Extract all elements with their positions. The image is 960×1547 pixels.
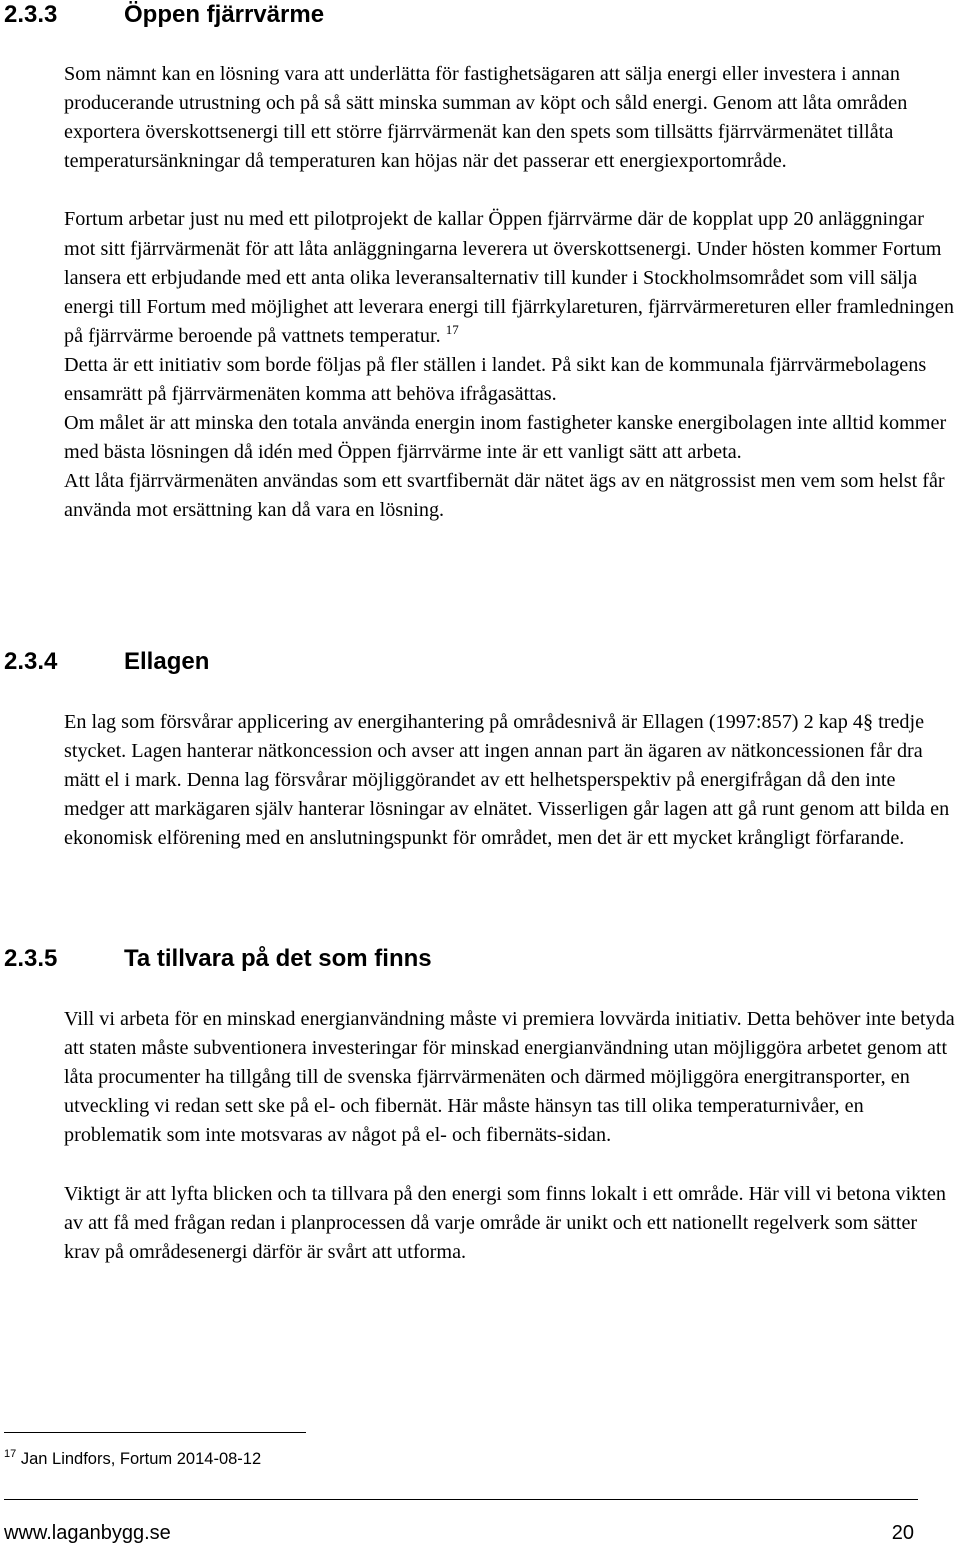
paragraph: Att låta fjärrvärmenäten användas som ett svartfibernät där nätet ägs av en nätgrossist men vem som helst får använda mot ersättning kan då vara en lösning. xyxy=(64,470,945,522)
section-body-2-3-5 xyxy=(64,1005,956,1267)
section-body-2-3-4 xyxy=(64,708,956,853)
paragraph xyxy=(64,205,956,350)
section-title: Ellagen xyxy=(124,648,210,675)
paragraph: En lag som försvårar applicering av energihantering på områdesnivå är Ellagen (1997:857) 2 kap 4§ tredje stycket. Lagen hanterar nätkoncession och avser att ingen annan part än ägaren av nätkoncessionen får dra mätt el i mark. Denna lag försvårar möjliggörandet av ett helhetsperspektiv på energifrågan då den inte medger att markägaren själv hanterar lösningar av elnätet. Visserligen går lagen att gå runt genom att bilda en ekonomisk elförening med en anslutningspunkt för området, men det är ett mycket krångligt förfarande. xyxy=(64,711,950,850)
section-title: Ta tillvara på det som finns xyxy=(124,945,432,972)
footer-divider xyxy=(4,1499,918,1500)
paragraph-text: Fortum arbetar just nu med ett pilotprojekt de kallar Öppen fjärrvärme där de kopplat upp 20 anläggningar mot sitt fjärrvärmenät för att låta anläggningarna leverera ut överskottsenergi. Under hösten kommer Fortum lansera ett erbjudande med ett anta olika leveransalternativ till kunder i Stockholmsområdet som vill sälja energi till Fortum med möjlighet att leverara energi till fjärrkylareturen, fjärrvärmereturen eller framledningen på fjärrvärme beroende på vattnets temperatur. xyxy=(64,208,954,347)
section-title: Öppen fjärrvärme xyxy=(124,1,325,28)
footnote-number: 17 xyxy=(4,1448,17,1460)
paragraph: Vill vi arbeta för en minskad energianvändning måste vi premiera lovvärda initiativ. Detta behöver inte betyda att staten måste subventionera investeringar för minskad energianvändning utan möjliggöra arbetet genom att låta procumenter ha tillgång till de svenska fjärrvärmenäten och därmed möjliggöra energitransporter, en utveckling vi redan sett ske på el- och fibernät. Här måste hänsyn tas till olika temperaturnivåer, en problematik som inte motsvaras av något på el- och fibernäts-sidan. xyxy=(64,1008,955,1147)
footnote-divider xyxy=(4,1432,306,1433)
footnote-reference[interactable]: 17 xyxy=(445,321,459,337)
footer-website-link[interactable]: www.laganbygg.se xyxy=(4,1522,171,1544)
section-number: 2.3.4 xyxy=(4,648,58,675)
paragraph: Detta är ett initiativ som borde följas på fler ställen i landet. På sikt kan de kommunala fjärrvärmebolagens ensamrätt på fjärrvärmenäten komma att behöva ifrågasättas. xyxy=(64,353,927,406)
paragraph: Om målet är att minska den totala använda energin inom fastigheter kanske energibolagen inte alltid kommer med bästa lösningen då idén med Öppen fjärrvärme inte är ett vanligt sätt att arbeta. xyxy=(64,412,947,464)
paragraph: Viktigt är att lyfta blicken och ta tillvara på den energi som finns lokalt i ett område. Här vill vi betona vikten av att få med frågan redan i planprocessen då varje område är unikt och ett nationellt regelverk som sätter krav på områdesenergi därför är svårt att utforma. xyxy=(64,1182,946,1263)
footnote-text: Jan Lindfors, Fortum 2014-08-12 xyxy=(20,1450,262,1468)
footnote xyxy=(4,1448,261,1470)
paragraph: Som nämnt kan en lösning vara att underlätta för fastighetsägaren att sälja energi eller investera i annan producerande utrustning och på så sätt minska summan av köpt och såld energi. Genom att låta områden exportera överskottsenergi till ett större fjärrvärmenät kan den spets som tillsätts fjärrvärmenätet tillåta temperatursänkningar då temperaturen kan höjas när det passerar ett energiexportområde. xyxy=(64,63,908,173)
section-heading-2-3-3 xyxy=(4,1,324,29)
section-body-2-3-3 xyxy=(64,60,956,526)
section-heading-2-3-5 xyxy=(4,945,432,973)
section-number: 2.3.3 xyxy=(4,1,58,28)
page-number: 20 xyxy=(891,1522,914,1544)
section-number: 2.3.5 xyxy=(4,945,58,972)
section-heading-2-3-4 xyxy=(4,648,209,676)
